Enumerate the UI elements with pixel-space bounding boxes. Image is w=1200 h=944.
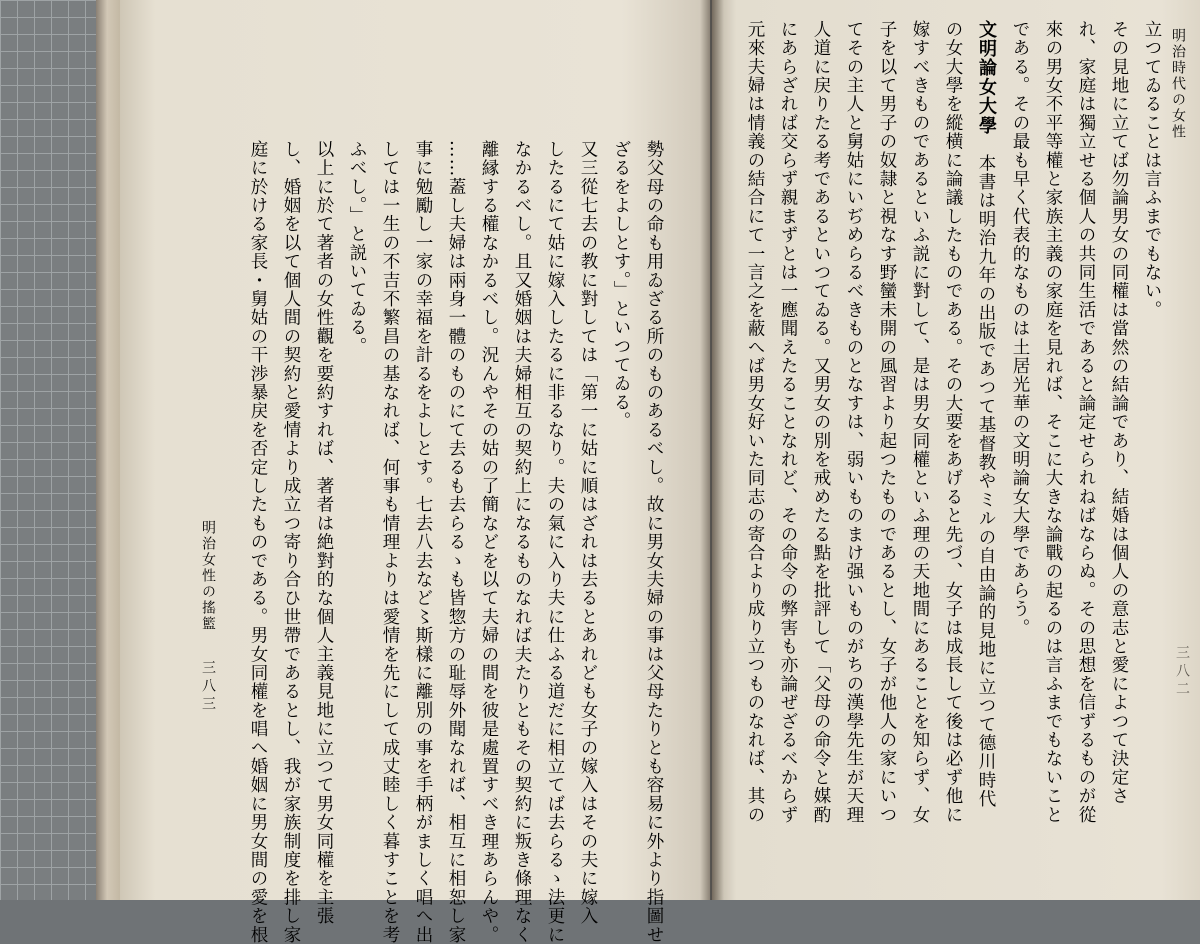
text-column: 來の男女不平等權と家族主義の家庭を見れば、そこに大きな論戰の起るのは言ふまでもないこと <box>1043 20 1063 825</box>
text-column: 子を以て男子の奴隷と視なす野蠻未開の風習より起つたものであるとし、女子が他人の家にいつ <box>877 20 897 825</box>
page-number-left: 三八三 <box>200 660 216 714</box>
text-column: し、婚姻を以て個人間の契約と愛情より成立つ寄り合ひ世帶であるとし、我が家族制度を排し家 <box>281 140 301 944</box>
text-column: 勢父母の命も用ゐざる所のものあるべし。故に男女夫婦の事は父母たりとも容易に外より指圖せ <box>644 140 664 944</box>
text-column: にあらざれば交らず親まずとは一應聞えたることなれど、その命令の弊害も亦論ぜざるべからず <box>778 20 798 825</box>
text-column: の女大學を縱横に論議したものである。その大要をあげると先づ、女子は成長して後は必ず他に <box>943 20 963 825</box>
right-page-body <box>745 20 1168 840</box>
text-column: ……蓋し夫婦は兩身一體のものにて去るも去らるゝも皆惣方の耻辱外聞なれば、相互に相恕し家 <box>446 140 466 944</box>
text-column: 庭に於ける家長・舅姑の干渉暴戻を否定したものである。男女同權を唱へ婚姻に男女間の愛を根 <box>248 140 268 944</box>
text-column: 事に勉勵し一家の幸福を計るをよしとす。七去八去など〻斯樣に離別の事を手柄がましく唱へ出 <box>413 140 433 944</box>
running-head-right: 明治時代の女性 <box>1170 28 1186 140</box>
page-number-right: 三八二 <box>1174 645 1190 699</box>
text-column: 嫁すべきものであるといふ説に對して、是は男女同權といふ理の天地間にあることを知らず、女 <box>910 20 930 825</box>
text-column-with-heading <box>969 20 1003 840</box>
text-column: したるにて姑に嫁入したるに非るなり。夫の氣に入り夫に仕ふる道だに相立てば去らるゝ法更に <box>545 140 565 944</box>
text-column: その見地に立てば勿論男女の同權は當然の結論であり、結婚は個人の意志と愛によつて決定さ <box>1109 20 1129 806</box>
text-column: れ、家庭は獨立せる個人の共同生活であると論定せられねばならぬ。その思想を信ずるものが從 <box>1076 20 1096 825</box>
text-column: てその主人と舅姑にいぢめらるべきものとなすは、弱いものまけ强いものがちの漢學先生が天理 <box>844 20 864 825</box>
text-column: 又三從七去の教に對しては「第一に姑に順はざれは去るとあれども女子の嫁入はその夫に嫁入 <box>578 140 598 926</box>
cutting-mat-background <box>0 0 110 900</box>
text-column: 以上に於て著者の女性觀を要約すれば、著者は絶對的な個人主義見地に立つて男女同權を主張 <box>314 140 334 926</box>
text-run: 本書は明治九年の出版であつて基督教やミルの自由論的見地に立つて德川時代 <box>976 153 996 809</box>
section-heading: 文明論女大學 <box>976 20 997 136</box>
book-gutter <box>700 0 724 900</box>
text-column: 元來夫婦は情義の結合にて一言之を蔽へば男女好いた同志の寄合より成り立つものなれば、其の <box>745 20 765 825</box>
text-column: ざるをよしとす。」といつてゐる。 <box>611 140 631 431</box>
text-column: しては一生の不吉不繁昌の基なれば、何事も情理よりは愛情を先にして成丈睦しく暮すことを考 <box>380 140 400 944</box>
running-head-left: 明治女性の搖籃 <box>200 520 216 632</box>
left-page-body <box>220 140 670 944</box>
text-column: なかるべし。且又婚姻は夫婦相互の契約上になるものなれば夫たりともその契約に叛き條理なく <box>512 140 532 944</box>
text-column: 離縁する權なかるべし。況んやその姑の了簡などを以て夫婦の間を彼是處置すべき理あらんや。 <box>479 140 499 944</box>
text-column: 立つてゐることは言ふまでもない。 <box>1142 20 1162 320</box>
text-column: 人道に戻りたる考であるといつてゐる。又男女の別を戒めたる點を批評して「父母の命令と媒酌 <box>811 20 831 825</box>
text-column: である。その最も早く代表的なものは土居光華の文明論女大學であらう。 <box>1010 20 1030 638</box>
text-column: ふべし。」と説いてゐる。 <box>347 140 367 356</box>
